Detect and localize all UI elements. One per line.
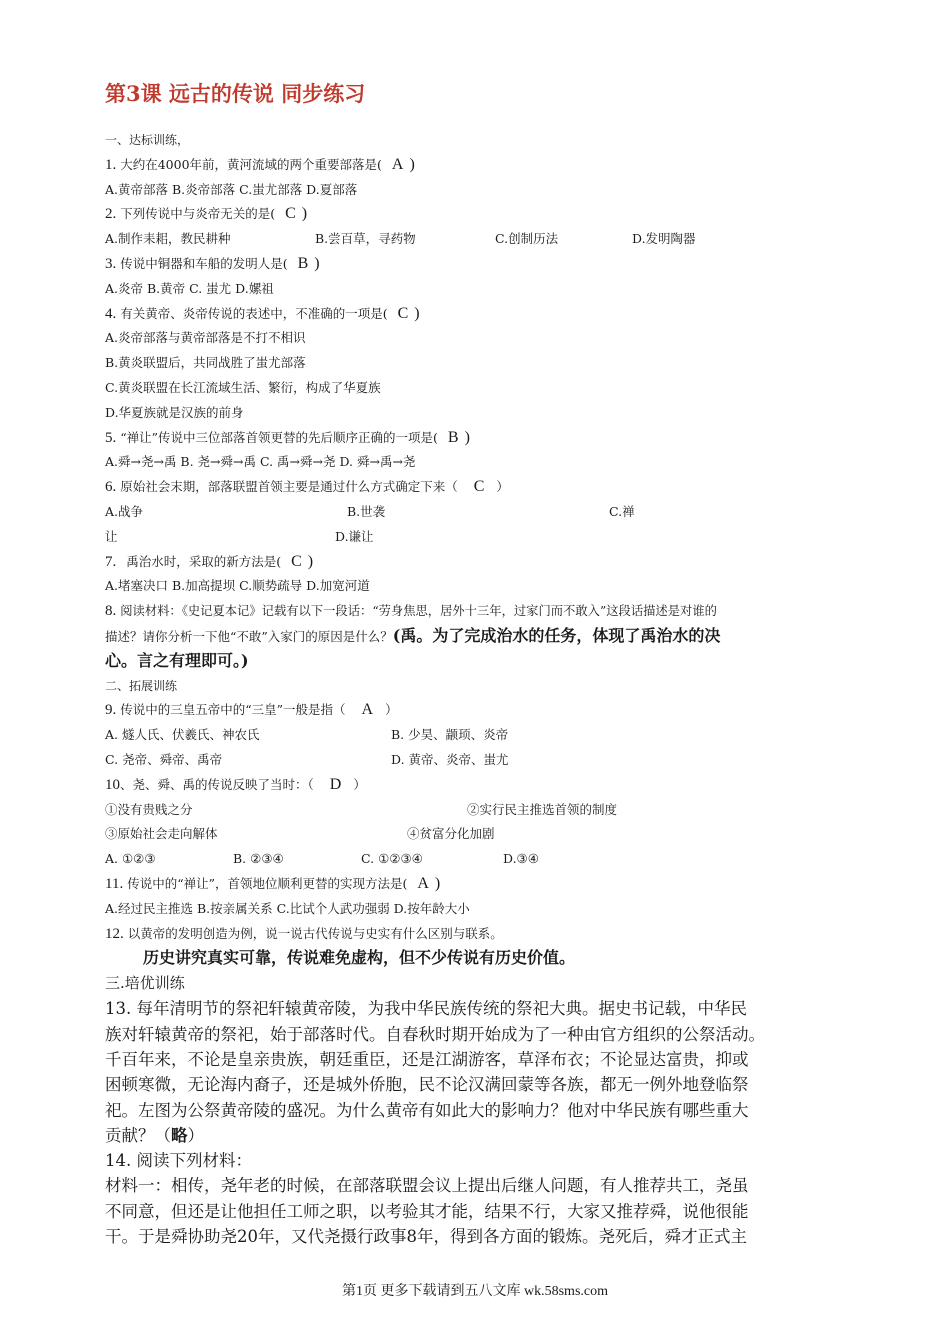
question-2-options: [105, 227, 850, 252]
question-number: 1.: [105, 156, 117, 173]
question-text: “禅让”传说中三位部落首领更替的先后顺序正确的一项是(: [120, 429, 438, 445]
option-b: B. ②③④: [233, 851, 284, 867]
question-13-line: 困顿寒微，无论海内裔子，还是城外侨胞，民不论汉满回蒙等各族，都无一例外地登临祭: [105, 1075, 749, 1095]
question-10: [105, 773, 850, 798]
option-a: A.战争: [105, 503, 144, 519]
paren: ): [301, 205, 308, 223]
question-number: 12.: [105, 925, 124, 942]
question-text: 传说中铜器和车船的发明人是(: [120, 255, 288, 271]
question-14-line: 材料一：相传，尧年老的时候，在部落联盟会议上提出后继人问题，有人推荐共工，尧虽: [105, 1176, 749, 1196]
option-d: D.③④: [503, 851, 539, 867]
option-d: D.华夏族就是汉族的前身: [105, 404, 244, 420]
question-number: 4.: [105, 305, 117, 322]
option-d: D. 黄帝、炎帝、蚩尤: [391, 751, 509, 767]
question-13-line: 13. 每年清明节的祭祀轩辕黄帝陵，为我中华民族传统的祭祀大典。据史书记载，中华民: [105, 999, 747, 1019]
paren: ): [414, 304, 420, 322]
paren: ): [464, 428, 470, 446]
paren: ）: [385, 702, 398, 718]
option-d: D.发明陶器: [632, 231, 696, 247]
question-8-cont: [105, 624, 850, 649]
paren: ）: [353, 776, 366, 792]
paren: ): [434, 874, 441, 892]
option-c: C. 尧帝、舜帝、禹帝: [105, 751, 223, 767]
question-9-options: [105, 748, 850, 773]
option-b: B. 少昊、颛顼、炎帝: [391, 727, 509, 743]
answer: 略: [171, 1125, 188, 1145]
question-7-options: A.堵塞决口 B.加高提坝 C.顺势疏导 D.加宽河道: [105, 578, 370, 594]
question-text: 原始社会末期，部落联盟首领主要是通过什么方式确定下来（: [120, 479, 458, 495]
option-c: C.创制历法: [495, 231, 559, 247]
question-14-line: 不同意，但还是让他担任工师之职，以考验其才能，结果不行，大家又推荐舜，说他很能: [105, 1201, 749, 1221]
paren: ): [307, 552, 314, 570]
statement-3: ③原始社会走向解体: [105, 826, 218, 842]
option-b: B.世袭: [347, 503, 386, 519]
page-title: 第3课 远古的传说 同步练习: [105, 81, 366, 106]
paren: ): [314, 254, 320, 272]
question-5-options: A.舜→尧→禹 B. 尧→舜→禹 C. 禹→舜→尧 D. 舜→禹→尧: [105, 454, 416, 470]
question-text: 、尧、舜、禹的传说反映了当时：（: [120, 776, 314, 792]
question-4: [105, 302, 850, 327]
question-10-statements: [105, 798, 850, 823]
question-text: 有关黄帝、炎帝传说的表述中，不准确的一项是(: [120, 305, 388, 321]
document-body: [105, 128, 850, 1249]
section-heading: 三.培优训练: [105, 974, 185, 993]
option-b: B.黄炎联盟后，共同战胜了蚩尤部落: [105, 355, 306, 371]
question-14-line: 干。于是舜协助尧20年，又代尧摄行政事8年，得到各方面的锻炼。尧死后，舜才正式主: [105, 1227, 747, 1247]
section-heading: 一、达标训练，: [105, 133, 190, 147]
answer: A: [361, 701, 374, 719]
section-heading: 二、拓展训练: [105, 678, 178, 693]
option-a: A.炎帝部落与黄帝部落是不打不相识: [105, 330, 306, 346]
question-1: [105, 153, 850, 178]
answer: C: [473, 478, 485, 496]
answer: B: [447, 428, 459, 446]
answer: D: [329, 775, 342, 793]
paren: ): [409, 155, 415, 173]
question-number: 3.: [105, 255, 117, 272]
option-b: B.尝百草，寻药物: [315, 231, 416, 247]
question-text: 阅读材料：《史记夏本记》记载有以下一段话：“劳身焦思，居外十三年，过家门而不敢入”这段话描述是对谁的: [120, 604, 717, 619]
statement-2: ②实行民主推选首领的制度: [467, 801, 618, 817]
question-13-line: 千百年来，不论是皇亲贵族，朝廷重臣，还是江湖游客，草泽布衣；不论显达富贵，抑或: [105, 1049, 749, 1069]
answer: C: [397, 304, 409, 322]
statement-1: ①没有贵贱之分: [105, 801, 193, 817]
option-a: A.制作耒耜，教民耕种: [105, 231, 231, 247]
question-13-line: 祀。左图为公祭黄帝陵的盛况。为什么黄帝有如此大的影响力？他对中华民族有哪些重大: [105, 1100, 749, 1120]
option-c: C.黄炎联盟在长江流域生活、繁衍，构成了华夏族: [105, 379, 381, 395]
question-13-line: [105, 1123, 850, 1148]
question-9: [105, 698, 850, 723]
question-3-options: A.炎帝 B.黄帝 C. 蚩尤 D.嫘祖: [105, 280, 274, 296]
question-12-answer: [105, 946, 850, 971]
question-number: 10: [105, 776, 120, 793]
question-10-statements: [105, 822, 850, 847]
question-number: 5.: [105, 429, 117, 446]
question-12: [105, 922, 850, 947]
question-11-options: A.经过民主推选 B.按亲属关系 C.比试个人武功强弱 D.按年龄大小: [105, 900, 470, 916]
question-6: [105, 475, 850, 500]
question-text: 描述？请你分析一下他“不敢”入家门的原因是什么？: [105, 628, 393, 644]
question-7: [105, 550, 850, 575]
answer: (禹。为了完成治水的任务，体现了禹治水的决: [392, 625, 721, 645]
answer: B: [297, 254, 309, 272]
question-text: 贡献？（: [105, 1125, 171, 1145]
answer: 心。言之有理即可。): [105, 650, 249, 670]
question-13-line: 族对轩辕黄帝的祭祀，始于部落时代。自春秋时期开始成为了一种由官方组织的公祭活动。: [105, 1024, 765, 1044]
question-5: [105, 426, 850, 451]
option-c: C. ①②③④: [361, 851, 423, 867]
question-text: 传说中的三皇五帝中的“三皇”一般是指（: [120, 702, 346, 718]
option-d: D.谦让: [335, 528, 374, 544]
question-number: 2.: [105, 206, 117, 223]
question-9-options: [105, 723, 850, 748]
question-14-line: 14. 阅读下列材料：: [105, 1151, 252, 1171]
question-11: [105, 872, 850, 897]
question-6-options-cont: [105, 525, 850, 550]
question-1-options: A.黄帝部落 B.炎帝部落 C.蚩尤部落 D.夏部落: [105, 181, 358, 197]
answer: A: [417, 874, 429, 892]
question-3: [105, 252, 850, 277]
question-number: 11.: [105, 875, 124, 892]
question-number: 7.: [105, 553, 117, 570]
question-number: 6.: [105, 479, 117, 496]
question-6-options: [105, 500, 850, 525]
option-c: C.禅: [609, 503, 635, 519]
answer: 历史讲究真实可靠，传说难免虚构，但不少传说有历史价值。: [143, 948, 576, 968]
question-text: 大约在4000年前，黄河流域的两个重要部落是(: [120, 156, 382, 172]
statement-4: ④贫富分化加剧: [407, 826, 495, 842]
option-a: A. ①②③: [105, 851, 156, 867]
paren: ）: [496, 479, 509, 495]
question-text: 传说中的“禅让”，首领地位顺利更替的实现方法是(: [127, 875, 408, 891]
question-8-answer-cont: [105, 649, 850, 674]
question-text: 下列传说中与炎帝无关的是(: [120, 206, 276, 222]
page-footer: 第1页 更多下载请到五八文库 wk.58sms.com: [342, 1284, 608, 1299]
question-text: 以黄帝的发明创造为例，说一说古代传说与史实有什么区别与联系。: [127, 925, 503, 941]
paren: ）: [187, 1125, 204, 1145]
question-2: [105, 202, 850, 227]
question-10-options: [105, 847, 850, 872]
question-number: 8.: [105, 603, 117, 620]
answer: A: [391, 155, 404, 173]
option-a: A. 燧人氏、伏羲氏、神农氏: [105, 727, 260, 743]
question-number: 9.: [105, 702, 117, 719]
answer: C: [285, 205, 296, 223]
answer: C: [291, 552, 302, 570]
question-text: 禹治水时，采取的新方法是(: [126, 553, 282, 569]
question-8: [105, 599, 850, 624]
option-c-wrap: 让: [105, 528, 118, 544]
